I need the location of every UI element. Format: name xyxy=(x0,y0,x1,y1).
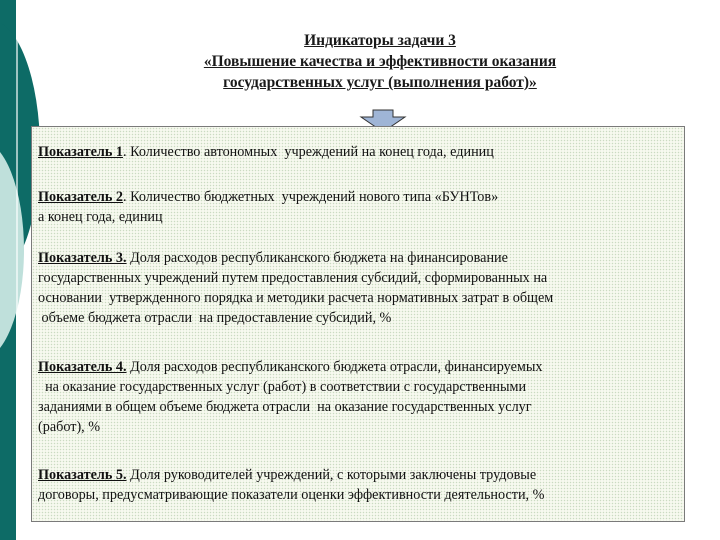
indicator-5-label: Показатель 5. xyxy=(38,467,127,483)
indicator-2-text-1: Количество бюджетных учреждений нового типа «БУНТов» xyxy=(130,189,499,205)
indicator-4-text-4: (работ), % xyxy=(38,419,101,435)
indicator-2-label-suffix: . xyxy=(122,189,131,205)
indicator-4-line-1 xyxy=(38,357,688,377)
indicator-4-text-1: Доля расходов республиканского бюджета отрасли, финансируемых xyxy=(130,359,543,375)
title-line-2: «Повышение качества и эффективности оказания xyxy=(203,53,557,70)
indicator-2-line-1 xyxy=(38,187,688,207)
indicator-1-text-1: Количество автономных учреждений на конец года, единиц xyxy=(130,144,494,160)
indicator-1-line-1 xyxy=(38,142,688,162)
indicator-4-text-3: заданиями в общем объеме бюджета отрасли на оказание государственных услуг xyxy=(38,399,532,415)
indicator-3-label: Показатель 3. xyxy=(38,250,127,266)
page-title xyxy=(140,30,620,93)
indicator-2-text-2: а конец года, единиц xyxy=(38,209,163,225)
indicator-4 xyxy=(38,357,688,437)
title-line-1: Индикаторы задачи 3 xyxy=(304,32,456,49)
indicator-3-text-4: объеме бюджета отрасли на предоставление субсидий, % xyxy=(38,310,392,326)
indicator-3-text-2: государственных учреждений путем предоставления субсидий, сформированных на xyxy=(38,270,548,286)
indicator-1 xyxy=(38,142,688,162)
indicator-5-text-2: договоры, предусматривающие показатели оценки эффективности деятельности, % xyxy=(38,487,545,503)
indicator-3-line-1 xyxy=(38,248,688,268)
indicator-5-text-1: Доля руководителей учреждений, с которыми заключены трудовые xyxy=(130,467,537,483)
indicator-2-label: Показатель 2 xyxy=(38,189,123,205)
indicator-4-text-2: на оказание государственных услуг (работ) в соответствии с государственными xyxy=(38,379,527,395)
indicator-2 xyxy=(38,187,688,227)
indicator-1-label: Показатель 1 xyxy=(38,144,123,160)
indicator-3 xyxy=(38,248,688,328)
indicator-4-label: Показатель 4. xyxy=(38,359,127,375)
title-line-3: государственных услуг (выполнения работ)» xyxy=(223,74,537,91)
deco-white-strip xyxy=(16,0,18,540)
indicator-3-text-1: Доля расходов республиканского бюджета на финансирование xyxy=(130,250,508,266)
indicator-5-line-1 xyxy=(38,465,688,485)
indicator-1-label-suffix: . xyxy=(122,144,131,160)
indicator-3-text-3: основании утвержденного порядка и методики расчета нормативных затрат в общем xyxy=(38,290,554,306)
indicator-5 xyxy=(38,465,688,505)
